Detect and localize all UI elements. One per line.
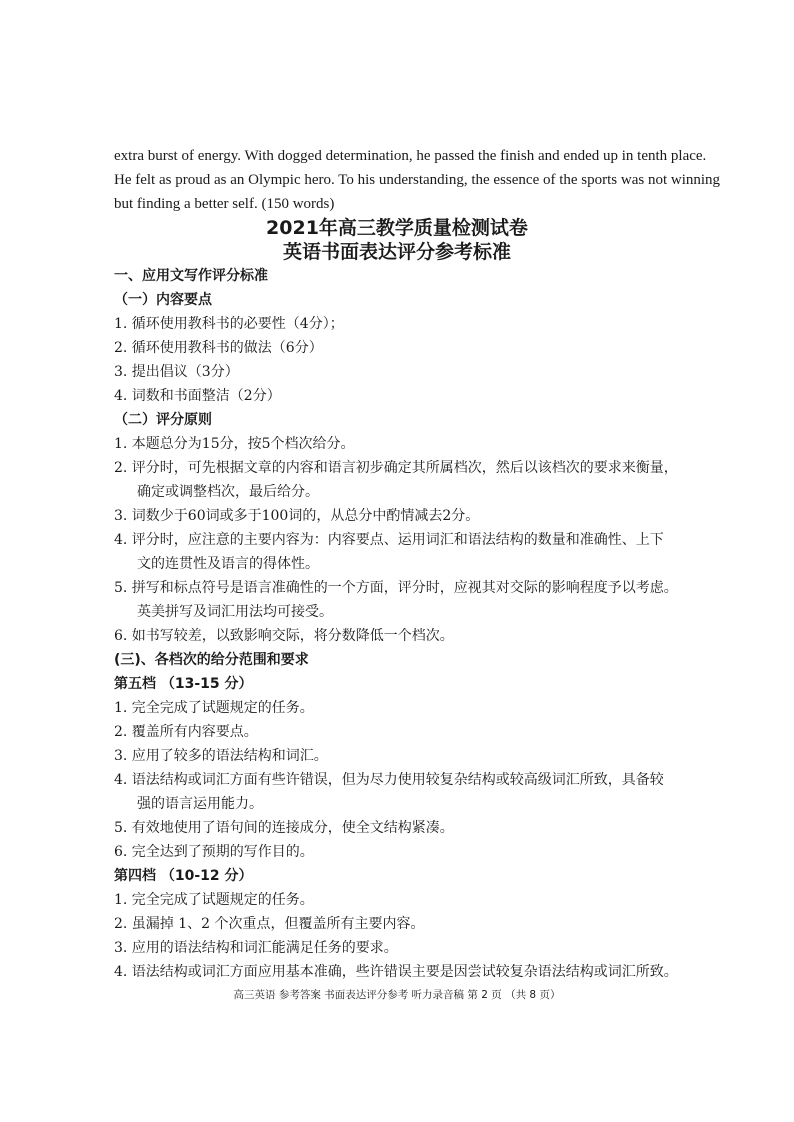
page-title: 2021年高三教学质量检测试卷	[266, 217, 528, 239]
page-footer: 高三英语 参考答案 书面表达评分参考 听力录音稿 第 2 页 （共 8 页）	[233, 989, 561, 1001]
content-point-item: 1. 循环使用教科书的必要性（4分）；	[114, 316, 344, 332]
band-4-item: 1. 完全完成了试题规定的任务。	[114, 892, 314, 908]
band-5-item-continued: 强的语言运用能力。	[137, 796, 263, 812]
intro-line-2: He felt as proud as an Olympic hero. To his understanding, the essence of the sports was not winning	[114, 172, 721, 188]
principle-item: 3. 词数少于60词或多于100词的，从总分中酌情减去2分。	[114, 508, 480, 524]
sub-heading-content-points: （一）内容要点	[114, 292, 212, 308]
principle-item-continued: 英美拼写及词汇用法均可接受。	[137, 604, 333, 620]
page-subtitle: 英语书面表达评分参考标准	[282, 241, 511, 263]
content-point-item: 3. 提出倡议（3分）	[114, 364, 239, 380]
intro-line-3: but finding a better self. (150 words)	[114, 196, 335, 212]
band-5-item: 5. 有效地使用了语句间的连接成分，使全文结构紧凑。	[114, 820, 454, 836]
sub-heading-principles: （二）评分原则	[114, 412, 212, 428]
principle-item-continued: 文的连贯性及语言的得体性。	[137, 556, 319, 572]
band-5-item: 1. 完全完成了试题规定的任务。	[114, 700, 314, 716]
principle-item: 5. 拼写和标点符号是语言准确性的一个方面，评分时，应视其对交际的影响程度予以考虑。	[114, 580, 678, 596]
intro-line-1: extra burst of energy. With dogged determination, he passed the finish and ended up in tenth place.	[114, 148, 707, 164]
band-4-item: 2. 虽漏掉 1、2 个次重点，但覆盖所有主要内容。	[114, 916, 425, 932]
content-point-item: 4. 词数和书面整洁（2分）	[114, 388, 281, 404]
band-5-heading: 第五档 （13-15 分）	[114, 676, 253, 692]
band-4-heading: 第四档 （10-12 分）	[114, 868, 253, 884]
band-5-item: 6. 完全达到了预期的写作目的。	[114, 844, 314, 860]
band-5-item: 2. 覆盖所有内容要点。	[114, 724, 258, 740]
principle-item: 6. 如书写较差，以致影响交际，将分数降低一个档次。	[114, 628, 454, 644]
principle-item: 4. 评分时，应注意的主要内容为：内容要点、运用词汇和语法结构的数量和准确性、上下	[114, 532, 664, 548]
sub-heading-bands: (三)、各档次的给分范围和要求	[114, 652, 309, 668]
section-heading: 一、应用文写作评分标准	[114, 268, 268, 284]
band-5-item: 4. 语法结构或词汇方面有些许错误，但为尽力使用较复杂结构或较高级词汇所致，具备较	[114, 772, 664, 788]
band-4-item: 4. 语法结构或词汇方面应用基本准确，些许错误主要是因尝试较复杂语法结构或词汇所致。	[114, 964, 678, 980]
content-point-item: 2. 循环使用教科书的做法（6分）	[114, 340, 323, 356]
principle-item: 1. 本题总分为15分，按5个档次给分。	[114, 436, 355, 452]
principle-item: 2. 评分时，可先根据文章的内容和语言初步确定其所属档次，然后以该档次的要求来衡量，	[114, 460, 678, 476]
principle-item-continued: 确定或调整档次，最后给分。	[137, 484, 319, 500]
band-5-item: 3. 应用了较多的语法结构和词汇。	[114, 748, 328, 764]
band-4-item: 3. 应用的语法结构和词汇能满足任务的要求。	[114, 940, 398, 956]
